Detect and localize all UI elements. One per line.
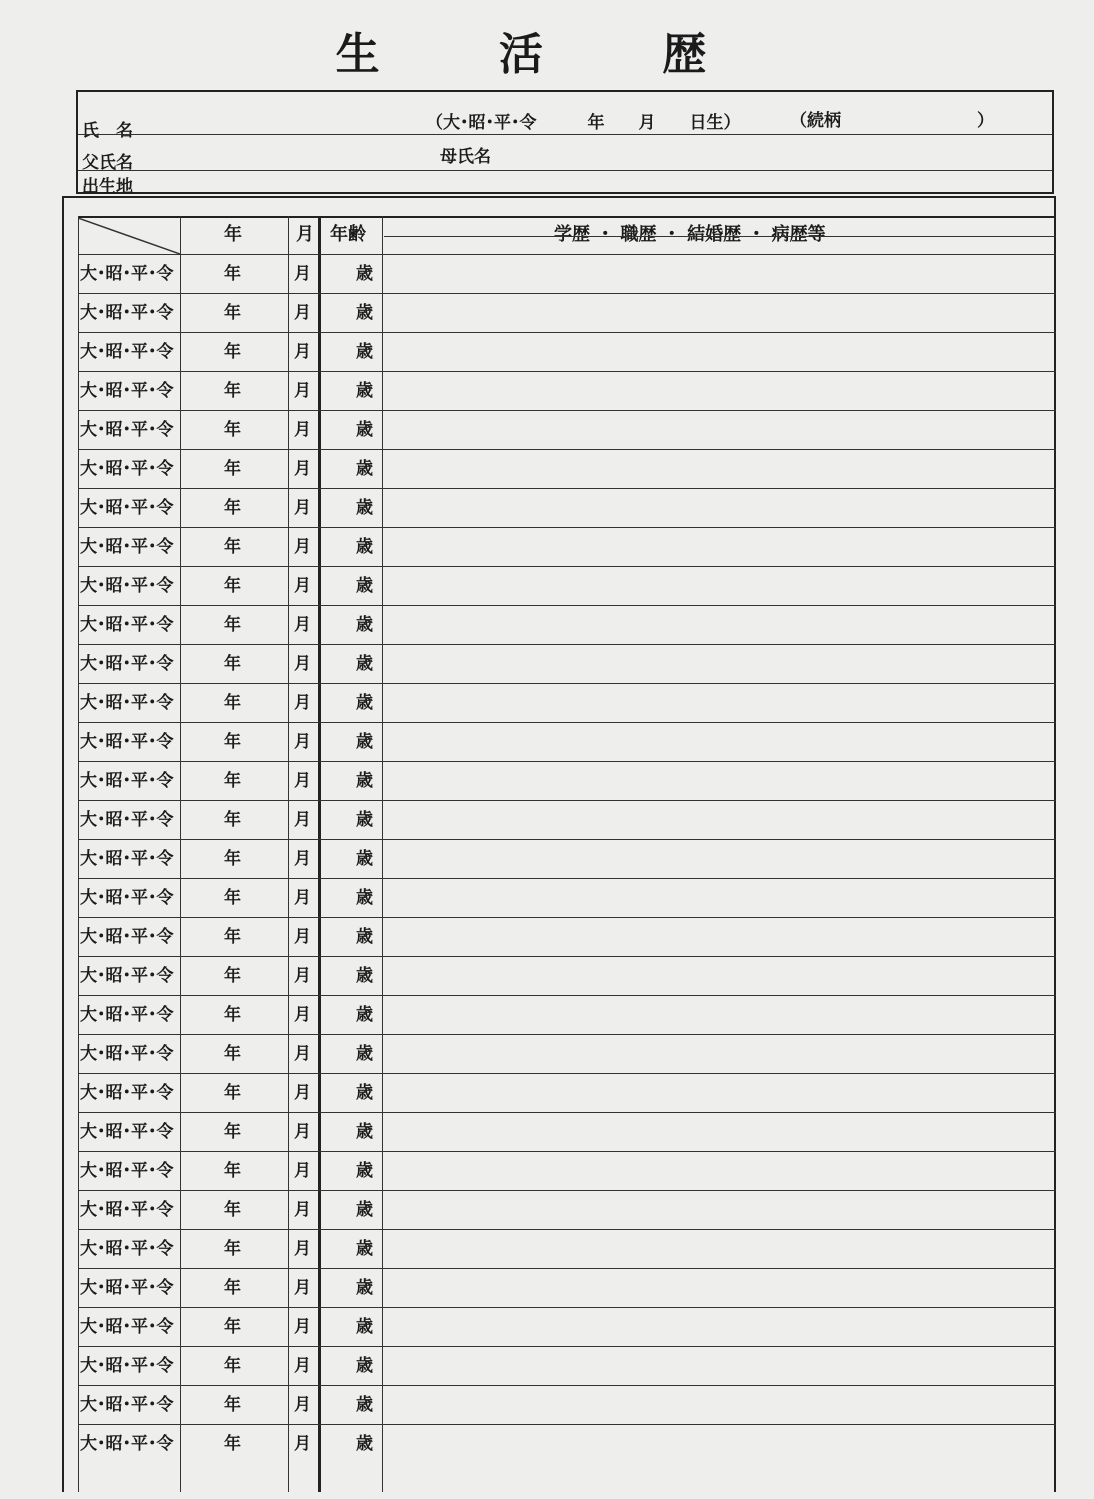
month-cell: 月 [294,1317,311,1337]
history-entry-field[interactable] [386,1386,1046,1424]
table-row[interactable] [78,1346,1056,1385]
year-cell: 年 [224,1005,241,1025]
era-cell: 大･昭･平･令 [80,1005,174,1025]
year-cell: 年 [224,537,241,557]
table-row[interactable] [78,839,1056,878]
year-cell: 年 [224,1083,241,1103]
year-cell: 年 [224,459,241,479]
table-row[interactable] [78,488,1056,527]
year-cell: 年 [224,420,241,440]
name-label: 氏 名 [82,121,133,141]
month-cell: 月 [294,1395,311,1415]
birthplace-label: 出生地 [82,177,133,197]
history-entry-field[interactable] [386,684,1046,722]
month-cell: 月 [294,654,311,674]
history-entry-field[interactable] [386,1113,1046,1151]
year-cell: 年 [224,1356,241,1376]
father-name-label: 父氏名 [82,153,133,173]
table-row[interactable] [78,293,1056,332]
age-cell: 歳 [356,1005,373,1025]
year-cell: 年 [224,771,241,791]
col-month-header: 月 [296,224,314,245]
table-row[interactable] [78,332,1056,371]
age-cell: 歳 [356,303,373,323]
month-cell: 月 [294,1083,311,1103]
table-row[interactable] [78,371,1056,410]
era-cell: 大･昭･平･令 [80,381,174,401]
age-cell: 歳 [356,888,373,908]
month-cell: 月 [294,303,311,323]
divider [78,134,1052,135]
year-cell: 年 [224,1239,241,1259]
month-cell: 月 [294,576,311,596]
table-row[interactable] [78,878,1056,917]
era-cell: 大･昭･平･令 [80,576,174,596]
history-entry-field[interactable] [386,1308,1046,1346]
year-cell: 年 [224,1395,241,1415]
month-cell: 月 [294,498,311,518]
era-cell: 大･昭･平･令 [80,927,174,947]
history-entry-field[interactable] [386,1269,1046,1307]
age-cell: 歳 [356,1356,373,1376]
age-cell: 歳 [356,615,373,635]
col-history-header: 学歴 ・ 職歴 ・ 結婚歴 ・ 病歴等 [554,224,826,245]
era-cell: 大･昭･平･令 [80,1161,174,1181]
table-row[interactable] [78,1112,1056,1151]
table-row[interactable] [78,1424,1056,1463]
age-cell: 歳 [356,1122,373,1142]
table-row[interactable] [78,605,1056,644]
history-entry-field[interactable] [386,762,1046,800]
table-row[interactable] [78,1034,1056,1073]
year-cell: 年 [224,615,241,635]
month-cell: 月 [294,927,311,947]
month-cell: 月 [294,264,311,284]
age-cell: 歳 [356,1395,373,1415]
era-cell: 大･昭･平･令 [80,732,174,752]
age-cell: 歳 [356,264,373,284]
history-entry-field[interactable] [386,996,1046,1034]
history-entry-field[interactable] [386,1347,1046,1385]
birth-date-field[interactable]: （大･昭･平･令 年 月 日生） [426,113,741,133]
age-cell: 歳 [356,732,373,752]
year-cell: 年 [224,264,241,284]
age-cell: 歳 [356,693,373,713]
table-row[interactable] [78,1385,1056,1424]
history-entry-field[interactable] [386,372,1046,410]
age-cell: 歳 [356,537,373,557]
era-cell: 大･昭･平･令 [80,459,174,479]
table-row[interactable] [78,917,1056,956]
table-row[interactable] [78,1268,1056,1307]
history-entry-field[interactable] [386,645,1046,683]
table-row[interactable] [78,1307,1056,1346]
era-cell: 大･昭･平･令 [80,615,174,635]
table-row[interactable] [78,1229,1056,1268]
era-cell: 大･昭･平･令 [80,342,174,362]
age-cell: 歳 [356,1278,373,1298]
table-row[interactable] [78,722,1056,761]
year-cell: 年 [224,1122,241,1142]
table-row[interactable] [78,410,1056,449]
era-cell: 大･昭･平･令 [80,498,174,518]
history-entry-field[interactable] [386,1074,1046,1112]
table-row[interactable] [78,254,1056,293]
history-entry-field[interactable] [386,1230,1046,1268]
age-cell: 歳 [356,1083,373,1103]
era-cell: 大･昭･平･令 [80,303,174,323]
era-cell: 大･昭･平･令 [80,1083,174,1103]
col-year-header: 年 [224,224,242,245]
year-cell: 年 [224,732,241,752]
table-row[interactable] [78,1073,1056,1112]
month-cell: 月 [294,420,311,440]
era-cell: 大･昭･平･令 [80,810,174,830]
month-cell: 月 [294,1434,311,1454]
history-entry-field[interactable] [386,723,1046,761]
age-cell: 歳 [356,810,373,830]
age-cell: 歳 [356,1317,373,1337]
month-cell: 月 [294,537,311,557]
year-cell: 年 [224,810,241,830]
era-cell: 大･昭･平･令 [80,1395,174,1415]
age-cell: 歳 [356,771,373,791]
history-entry-field[interactable] [386,801,1046,839]
history-entry-field[interactable] [386,528,1046,566]
year-cell: 年 [224,342,241,362]
divider [78,216,1056,218]
month-cell: 月 [294,771,311,791]
era-cell: 大･昭･平･令 [80,1434,174,1454]
year-cell: 年 [224,888,241,908]
month-cell: 月 [294,1005,311,1025]
page-title: 生 活 歴 [335,29,759,80]
month-cell: 月 [294,1356,311,1376]
month-cell: 月 [294,342,311,362]
history-entry-field[interactable] [386,411,1046,449]
age-cell: 歳 [356,342,373,362]
table-row[interactable] [78,644,1056,683]
era-cell: 大･昭･平･令 [80,1044,174,1064]
month-cell: 月 [294,615,311,635]
era-cell: 大･昭･平･令 [80,654,174,674]
table-row[interactable] [78,683,1056,722]
history-entry-field[interactable] [386,255,1046,293]
age-cell: 歳 [356,459,373,479]
table-row[interactable] [78,1151,1056,1190]
year-cell: 年 [224,849,241,869]
year-cell: 年 [224,693,241,713]
age-cell: 歳 [356,927,373,947]
age-cell: 歳 [356,1434,373,1454]
era-cell: 大･昭･平･令 [80,1239,174,1259]
history-entry-field[interactable] [386,918,1046,956]
era-cell: 大･昭･平･令 [80,1317,174,1337]
era-cell: 大･昭･平･令 [80,888,174,908]
history-entry-field[interactable] [386,879,1046,917]
history-entry-field[interactable] [386,1191,1046,1229]
year-cell: 年 [224,1200,241,1220]
col-age-header: 年齢 [330,224,366,245]
era-cell: 大･昭･平･令 [80,537,174,557]
personal-info-box [76,90,1054,197]
age-cell: 歳 [356,498,373,518]
table-row[interactable] [78,527,1056,566]
age-cell: 歳 [356,1044,373,1064]
month-cell: 月 [294,1200,311,1220]
age-cell: 歳 [356,1239,373,1259]
era-cell: 大･昭･平･令 [80,1200,174,1220]
year-cell: 年 [224,381,241,401]
history-entry-field[interactable] [386,1425,1046,1463]
history-entry-field[interactable] [386,450,1046,488]
table-row[interactable] [78,800,1056,839]
divider [78,170,1052,171]
history-entry-field[interactable] [386,333,1046,371]
table-row[interactable] [78,956,1056,995]
month-cell: 月 [294,810,311,830]
age-cell: 歳 [356,420,373,440]
year-cell: 年 [224,1044,241,1064]
table-row[interactable] [78,566,1056,605]
month-cell: 月 [294,849,311,869]
history-entry-field[interactable] [386,957,1046,995]
era-cell: 大･昭･平･令 [80,966,174,986]
month-cell: 月 [294,1278,311,1298]
age-cell: 歳 [356,654,373,674]
table-row[interactable] [78,995,1056,1034]
month-cell: 月 [294,381,311,401]
month-cell: 月 [294,693,311,713]
history-entry-field[interactable] [386,1152,1046,1190]
age-cell: 歳 [356,576,373,596]
history-entry-field[interactable] [386,606,1046,644]
month-cell: 月 [294,459,311,479]
year-cell: 年 [224,1278,241,1298]
year-cell: 年 [224,1434,241,1454]
relation-field[interactable]: （続柄 ） [790,111,994,131]
history-entry-field[interactable] [386,1035,1046,1073]
table-row[interactable] [78,449,1056,488]
month-cell: 月 [294,1161,311,1181]
history-entry-field[interactable] [386,567,1046,605]
year-cell: 年 [224,966,241,986]
age-cell: 歳 [356,381,373,401]
era-cell: 大･昭･平･令 [80,264,174,284]
month-cell: 月 [294,888,311,908]
header-diagonal [78,218,180,254]
age-cell: 歳 [356,849,373,869]
history-table [62,196,1056,1492]
year-cell: 年 [224,303,241,323]
era-cell: 大･昭･平･令 [80,1278,174,1298]
age-cell: 歳 [356,966,373,986]
year-cell: 年 [224,654,241,674]
month-cell: 月 [294,732,311,752]
era-cell: 大･昭･平･令 [80,693,174,713]
month-cell: 月 [294,1044,311,1064]
era-cell: 大･昭･平･令 [80,771,174,791]
table-row[interactable] [78,1190,1056,1229]
year-cell: 年 [224,1317,241,1337]
era-cell: 大･昭･平･令 [80,1122,174,1142]
era-cell: 大･昭･平･令 [80,420,174,440]
history-entry-field[interactable] [386,489,1046,527]
month-cell: 月 [294,1239,311,1259]
age-cell: 歳 [356,1200,373,1220]
year-cell: 年 [224,576,241,596]
month-cell: 月 [294,1122,311,1142]
year-cell: 年 [224,927,241,947]
history-entry-field[interactable] [386,294,1046,332]
month-cell: 月 [294,966,311,986]
age-cell: 歳 [356,1161,373,1181]
mother-name-label: 母氏名 [440,147,491,167]
era-cell: 大･昭･平･令 [80,1356,174,1376]
year-cell: 年 [224,498,241,518]
table-row[interactable] [78,761,1056,800]
divider [384,236,1056,237]
history-entry-field[interactable] [386,840,1046,878]
era-cell: 大･昭･平･令 [80,849,174,869]
year-cell: 年 [224,1161,241,1181]
